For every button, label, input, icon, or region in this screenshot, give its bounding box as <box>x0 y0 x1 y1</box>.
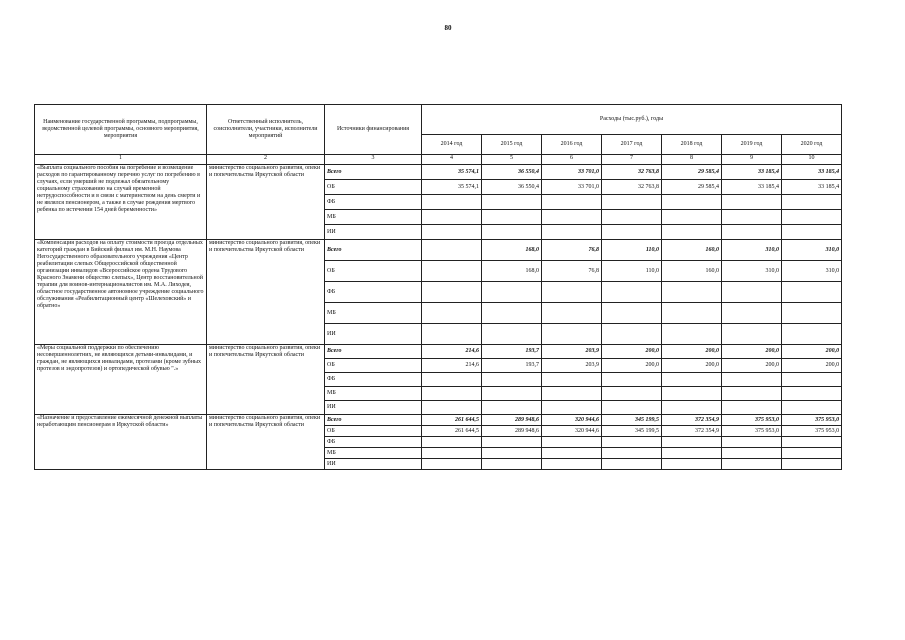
expense-value: 375 953,0 <box>722 426 782 437</box>
expense-value <box>542 282 602 303</box>
expense-value <box>542 324 602 345</box>
expense-value <box>782 459 842 470</box>
expense-value: 203,9 <box>542 345 602 359</box>
measure-executor: министерство социального развития, опеки и попечительства Иркутской области <box>207 240 325 345</box>
table-row <box>35 415 842 426</box>
expense-value <box>422 225 482 240</box>
funding-source: ОБ <box>325 359 422 373</box>
expense-value <box>662 437 722 448</box>
expense-value: 33 185,4 <box>722 180 782 195</box>
column-number: 9 <box>722 155 782 165</box>
expense-value <box>782 195 842 210</box>
expense-value <box>602 459 662 470</box>
expense-value <box>602 195 662 210</box>
expense-value: 203,9 <box>542 359 602 373</box>
expense-value <box>422 195 482 210</box>
expense-value <box>422 210 482 225</box>
expense-value <box>422 437 482 448</box>
measure-executor: министерство социального развития, опеки и попечительства Иркутской области <box>207 345 325 415</box>
expense-value <box>722 210 782 225</box>
funding-source: Всего <box>325 345 422 359</box>
funding-source: МБ <box>325 303 422 324</box>
expense-value: 261 644,5 <box>422 426 482 437</box>
expense-value <box>662 324 722 345</box>
expense-value <box>422 459 482 470</box>
expense-value: 375 953,0 <box>722 415 782 426</box>
funding-source: Всего <box>325 165 422 180</box>
column-number: 4 <box>422 155 482 165</box>
funding-source: ФБ <box>325 195 422 210</box>
expense-value <box>782 387 842 401</box>
expense-value: 200,0 <box>722 359 782 373</box>
expense-value <box>662 401 722 415</box>
page-number: 80 <box>444 24 452 32</box>
funding-source: ИИ <box>325 459 422 470</box>
expense-value: 36 550,4 <box>482 180 542 195</box>
funding-source: Всего <box>325 240 422 261</box>
column-number: 10 <box>782 155 842 165</box>
header-expenses: Расходы (тыс.руб.), годы <box>422 105 842 135</box>
expense-value: 32 763,8 <box>602 180 662 195</box>
column-number: 3 <box>325 155 422 165</box>
expense-value: 200,0 <box>602 345 662 359</box>
expense-value: 310,0 <box>782 240 842 261</box>
expense-value: 33 185,4 <box>722 165 782 180</box>
expense-value <box>422 240 482 261</box>
expense-value <box>782 437 842 448</box>
expense-value: 32 763,8 <box>602 165 662 180</box>
header-year: 2018 год <box>662 135 722 155</box>
measure-name: «Выплата социального пособия на погребение и возмещение расходов по гарантированному перечню услуг по погребению в случаях, если умерший не подлежал обязательному социальному страхованию на случай временной нетрудоспособности и в связи с материнством на день смерти и не являлся пенсионером, а также в случае рождения мертвого ребенка по истечении 154 дней беременности» <box>35 165 207 240</box>
expense-value <box>722 303 782 324</box>
header-year: 2015 год <box>482 135 542 155</box>
expense-value: 193,7 <box>482 359 542 373</box>
expense-value: 35 574,1 <box>422 165 482 180</box>
header-year: 2016 год <box>542 135 602 155</box>
expense-value <box>602 324 662 345</box>
expense-value: 345 199,5 <box>602 415 662 426</box>
expense-value <box>482 373 542 387</box>
measure-name: «Компенсация расходов на оплату стоимости проезда отдельных категорий граждан в Бийский филиал им. М.Н. Наумова Негосударственного образовательного учреждения «Центр реабилитации слепых Общероссийской общественной организации инвалидов «Всероссийское ордена Трудового Красного Знамени общество слепых», Центр восстановительной терапии для воинов-интернационалистов им. М.А. Лиходея, областное государственное автономное учреждение социального обслуживания «Реабилитационный центр «Шелеховский» и обратно» <box>35 240 207 345</box>
expense-value <box>422 373 482 387</box>
expense-value: 33 185,4 <box>782 180 842 195</box>
expense-value: 36 550,4 <box>482 165 542 180</box>
expense-value: 76,8 <box>542 261 602 282</box>
expense-value <box>422 387 482 401</box>
expense-value <box>602 437 662 448</box>
expense-value <box>482 282 542 303</box>
column-number: 7 <box>602 155 662 165</box>
funding-source: ИИ <box>325 401 422 415</box>
measure-name: «Меры социальной поддержки по обеспечению несовершеннолетних, не являющихся детьми-инвалидами, и граждан, не являющихся инвалидами, протезами (кроме зубных протезов и эндопротезов) и ортопедической обувью ".» <box>35 345 207 415</box>
funding-source: ИИ <box>325 225 422 240</box>
expense-value: 345 199,5 <box>602 426 662 437</box>
funding-source: МБ <box>325 448 422 459</box>
funding-source: ФБ <box>325 373 422 387</box>
expense-value <box>602 303 662 324</box>
expense-value <box>482 448 542 459</box>
header-year: 2017 год <box>602 135 662 155</box>
header-year: 2020 год <box>782 135 842 155</box>
expense-value <box>482 401 542 415</box>
expense-value: 214,6 <box>422 345 482 359</box>
expense-value <box>782 401 842 415</box>
expense-value <box>722 373 782 387</box>
expense-value: 310,0 <box>722 261 782 282</box>
expense-value: 33 701,0 <box>542 180 602 195</box>
header-name: Наименование государственной программы, подпрограммы, ведомственной целевой программы, основного мероприятия, мероприятия <box>35 105 207 155</box>
expense-value: 214,6 <box>422 359 482 373</box>
expense-value <box>602 225 662 240</box>
measure-name: «Назначение и предоставление ежемесячной денежной выплаты неработающим пенсионерам в Иркутской области» <box>35 415 207 470</box>
expense-value: 200,0 <box>782 345 842 359</box>
expense-value: 33 185,4 <box>782 165 842 180</box>
table-row <box>35 345 842 359</box>
expense-value <box>482 387 542 401</box>
expense-value <box>662 459 722 470</box>
expense-value <box>602 210 662 225</box>
expense-value <box>782 210 842 225</box>
expense-value: 33 701,0 <box>542 165 602 180</box>
expense-value: 193,7 <box>482 345 542 359</box>
expense-value <box>722 387 782 401</box>
expense-value <box>422 261 482 282</box>
table-row <box>35 240 842 261</box>
expense-value <box>722 401 782 415</box>
expense-value <box>482 459 542 470</box>
expense-value <box>422 324 482 345</box>
expense-value: 29 585,4 <box>662 180 722 195</box>
expense-value <box>542 303 602 324</box>
funding-source: ОБ <box>325 426 422 437</box>
expense-value <box>662 387 722 401</box>
expense-value: 200,0 <box>662 345 722 359</box>
expense-value <box>422 448 482 459</box>
expense-value <box>542 459 602 470</box>
expense-value: 160,0 <box>662 240 722 261</box>
expense-value: 200,0 <box>722 345 782 359</box>
expense-value: 168,0 <box>482 261 542 282</box>
expense-value: 76,8 <box>542 240 602 261</box>
expense-value <box>662 210 722 225</box>
expense-value <box>542 210 602 225</box>
expense-value <box>722 448 782 459</box>
expense-value <box>482 437 542 448</box>
expense-value: 375 953,0 <box>782 426 842 437</box>
expense-value: 320 944,6 <box>542 415 602 426</box>
expense-value <box>542 225 602 240</box>
expense-value <box>482 303 542 324</box>
header-source: Источники финансирования <box>325 105 422 155</box>
column-number: 1 <box>35 155 207 165</box>
expense-value <box>782 448 842 459</box>
expense-value <box>422 303 482 324</box>
expense-value <box>662 225 722 240</box>
expense-value <box>482 324 542 345</box>
funding-source: ФБ <box>325 282 422 303</box>
expense-value <box>602 387 662 401</box>
expense-value: 372 354,9 <box>662 426 722 437</box>
expense-value <box>602 282 662 303</box>
expense-value <box>542 448 602 459</box>
expense-value: 168,0 <box>482 240 542 261</box>
table-row <box>35 165 842 180</box>
column-number: 6 <box>542 155 602 165</box>
expense-value <box>782 373 842 387</box>
expense-value <box>662 303 722 324</box>
expense-value <box>482 210 542 225</box>
table-body <box>35 165 842 470</box>
expense-value <box>722 324 782 345</box>
column-number: 5 <box>482 155 542 165</box>
measure-executor: министерство социального развития, опеки и попечительства Иркутской области <box>207 415 325 470</box>
expense-value: 110,0 <box>602 240 662 261</box>
funding-source: МБ <box>325 387 422 401</box>
expense-value <box>482 225 542 240</box>
expense-value: 110,0 <box>602 261 662 282</box>
expense-value: 29 585,4 <box>662 165 722 180</box>
expense-value <box>542 437 602 448</box>
expense-value: 320 944,6 <box>542 426 602 437</box>
header-executor: Ответственный исполнитель, соисполнители, участники, исполнители мероприятий <box>207 105 325 155</box>
expense-value: 200,0 <box>602 359 662 373</box>
funding-source: ОБ <box>325 261 422 282</box>
measure-executor: министерство социального развития, опеки и попечительства Иркутской области <box>207 165 325 240</box>
expense-value <box>662 195 722 210</box>
expense-value <box>542 373 602 387</box>
expense-value <box>602 401 662 415</box>
expense-value <box>782 324 842 345</box>
expense-value: 310,0 <box>782 261 842 282</box>
expense-value <box>722 437 782 448</box>
funding-source: МБ <box>325 210 422 225</box>
expense-value <box>602 448 662 459</box>
expense-value <box>722 282 782 303</box>
funding-source: ОБ <box>325 180 422 195</box>
funding-source: ФБ <box>325 437 422 448</box>
expense-value <box>782 225 842 240</box>
expense-value: 375 953,0 <box>782 415 842 426</box>
expense-value <box>542 195 602 210</box>
expense-value <box>542 401 602 415</box>
expense-value: 160,0 <box>662 261 722 282</box>
expense-value <box>782 282 842 303</box>
expense-value <box>422 282 482 303</box>
header-year: 2019 год <box>722 135 782 155</box>
expense-value <box>542 387 602 401</box>
budget-table <box>34 104 842 470</box>
expense-value <box>662 282 722 303</box>
expense-value <box>722 195 782 210</box>
expense-value <box>662 373 722 387</box>
expense-value <box>602 373 662 387</box>
column-number: 2 <box>207 155 325 165</box>
funding-source: Всего <box>325 415 422 426</box>
expense-value: 289 948,6 <box>482 426 542 437</box>
column-number: 8 <box>662 155 722 165</box>
expense-value <box>782 303 842 324</box>
expense-value <box>482 195 542 210</box>
expense-value: 200,0 <box>662 359 722 373</box>
expense-value <box>722 459 782 470</box>
expense-value: 310,0 <box>722 240 782 261</box>
header-year: 2014 год <box>422 135 482 155</box>
funding-source: ИИ <box>325 324 422 345</box>
expense-value <box>422 401 482 415</box>
expense-value: 200,0 <box>782 359 842 373</box>
expense-value: 289 948,6 <box>482 415 542 426</box>
expense-value: 372 354,9 <box>662 415 722 426</box>
expense-value: 261 644,5 <box>422 415 482 426</box>
expense-value: 35 574,1 <box>422 180 482 195</box>
expense-value <box>722 225 782 240</box>
expense-value <box>662 448 722 459</box>
